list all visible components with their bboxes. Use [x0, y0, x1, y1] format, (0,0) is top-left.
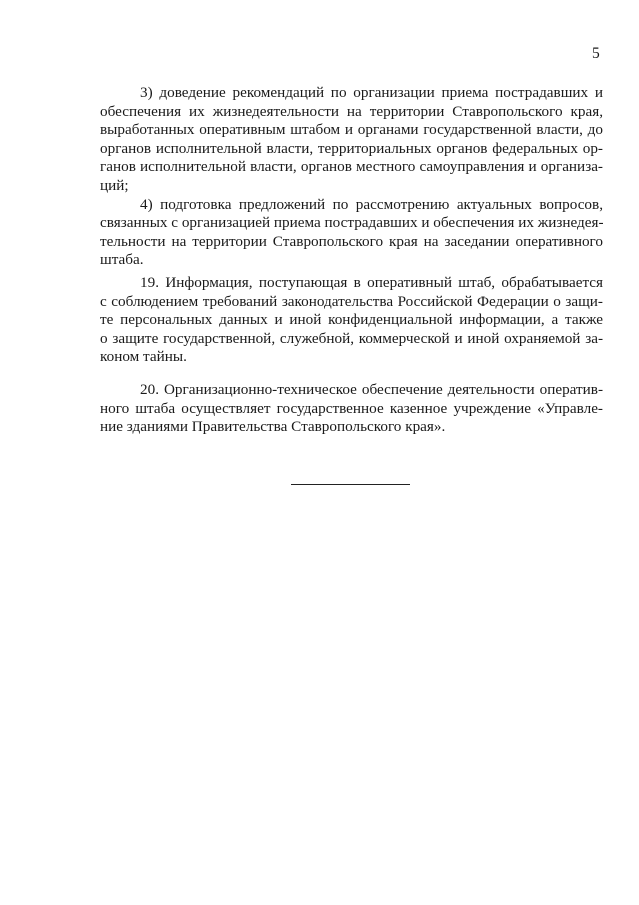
text-line: 4) подготовка предложений по рассмотрению актуальных вопросов, — [140, 195, 603, 213]
list-item-3 — [100, 84, 603, 196]
text-line: коном тайны. — [100, 348, 187, 366]
text-line: о защите государственной, служебной, коммерческой и иной охраняемой за- — [100, 329, 603, 347]
text-line: штаба. — [100, 251, 144, 269]
text-line: связанных с организацией приема пострадавших и обеспечения их жизнедея- — [100, 214, 604, 232]
text-line: 20. Организационно-техническое обеспечение деятельности оператив- — [140, 381, 603, 398]
text-line: обеспечения их жизнедеятельности на территории Ставропольского края, — [100, 102, 603, 120]
list-item-4 — [100, 196, 603, 270]
paragraph-19 — [100, 274, 603, 367]
text-line: те персональных данных и иной конфиденциальной информации, а также — [100, 311, 603, 329]
text-line: ние зданиями Правительства Ставропольского края». — [100, 418, 446, 436]
text-line: 19. Информация, поступающая в оперативный штаб, обрабатывается — [140, 274, 603, 291]
page-number: 5 — [592, 45, 600, 62]
list-items-section — [100, 84, 603, 270]
paragraph-20 — [100, 381, 603, 437]
text-line: выработанных оперативным штабом и органами государственной власти, до — [100, 121, 603, 139]
text-line: 3) доведение рекомендаций по организации приема пострадавших и — [140, 84, 603, 101]
text-line: ганов исполнительной власти, органов местного самоуправления и организа- — [100, 158, 603, 176]
text-line: органов исполнительной власти, территориальных органов федеральных ор- — [100, 139, 603, 157]
text-line: тельности на территории Ставропольского края на заседании оперативного — [100, 232, 603, 250]
text-line: с соблюдением требований законодательства Российской Федерации о защи- — [100, 292, 603, 310]
text-line: ций; — [100, 176, 129, 194]
end-separator-line — [291, 484, 410, 485]
text-line: ного штаба осуществляет государственное казенное учреждение «Управле- — [100, 399, 603, 417]
